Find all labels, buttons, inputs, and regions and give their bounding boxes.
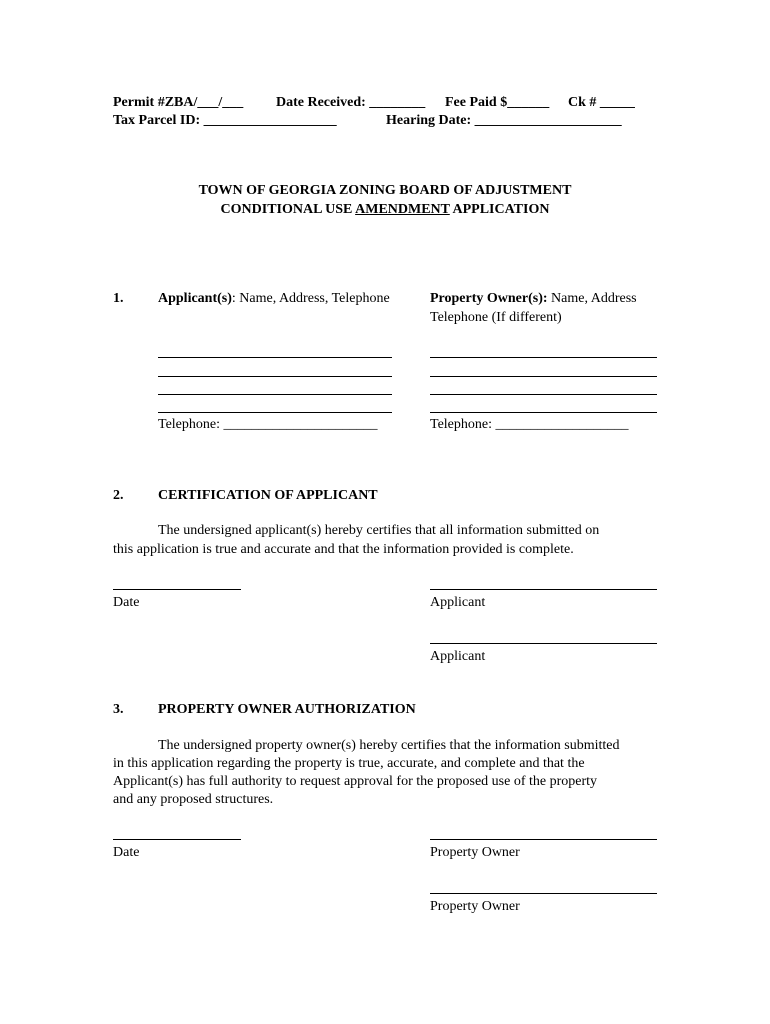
- title-prefix: CONDITIONAL USE: [220, 202, 356, 217]
- applicant-heading: [158, 292, 390, 306]
- owner-heading: [430, 292, 637, 306]
- hearing-date-field[interactable]: Hearing Date: _____________________: [386, 113, 622, 128]
- applicant-date-line[interactable]: [113, 589, 241, 590]
- permit-number-field[interactable]: Permit #ZBA/___/___: [113, 95, 244, 110]
- check-number-field[interactable]: Ck # _____: [568, 95, 635, 110]
- section-1-number: 1.: [113, 291, 124, 306]
- applicant-address-line-1[interactable]: [158, 357, 392, 358]
- owner-address-line-1[interactable]: [430, 357, 657, 358]
- applicant-heading-fields: : Name, Address, Telephone: [231, 291, 390, 306]
- owner-heading-line2: Telephone (If different): [430, 310, 562, 325]
- applicant-signature-label-2: Applicant: [430, 649, 486, 664]
- owner-date-label: Date: [113, 845, 140, 860]
- owner-date-line[interactable]: [113, 839, 241, 840]
- applicant-heading-label: Applicant(s): [158, 291, 232, 306]
- applicant-signature-line-1[interactable]: [430, 589, 657, 590]
- form-title-line2: [0, 203, 770, 217]
- section-2-number: 2.: [113, 488, 124, 503]
- owner-heading-fields: Name, Address: [547, 291, 637, 306]
- applicant-date-label: Date: [113, 595, 140, 610]
- section-3-body-line3: Applicant(s) has full authority to request approval for the proposed use of the property: [113, 774, 598, 789]
- title-amendment-underlined: AMENDMENT: [355, 202, 450, 217]
- date-received-field[interactable]: Date Received: ________: [276, 95, 426, 110]
- section-3-body-line4: and any proposed structures.: [113, 792, 274, 807]
- form-title-line1: TOWN OF GEORGIA ZONING BOARD OF ADJUSTMENT: [198, 183, 572, 198]
- applicant-telephone-field[interactable]: Telephone: ______________________: [158, 417, 378, 432]
- tax-parcel-id-field[interactable]: Tax Parcel ID: ___________________: [113, 113, 337, 128]
- section-2-body-line2: this application is true and accurate and that the information provided is complete.: [113, 542, 574, 557]
- title-suffix: APPLICATION: [449, 202, 550, 217]
- owner-heading-label: Property Owner(s):: [430, 291, 548, 306]
- applicant-address-line-3[interactable]: [158, 394, 392, 395]
- applicant-signature-line-2[interactable]: [430, 643, 657, 644]
- section-3-number: 3.: [113, 702, 124, 717]
- section-3-body-line2: in this application regarding the property is true, accurate, and complete and that the: [113, 756, 585, 771]
- applicant-address-line-2[interactable]: [158, 376, 392, 377]
- applicant-address-line-4[interactable]: [158, 412, 392, 413]
- owner-address-line-3[interactable]: [430, 394, 657, 395]
- owner-signature-label-2: Property Owner: [430, 899, 520, 914]
- section-3-heading: PROPERTY OWNER AUTHORIZATION: [158, 702, 416, 717]
- section-2-body-line1: The undersigned applicant(s) hereby certifies that all information submitted on: [158, 523, 600, 538]
- applicant-signature-label-1: Applicant: [430, 595, 486, 610]
- owner-signature-line-2[interactable]: [430, 893, 657, 894]
- section-2-heading: CERTIFICATION OF APPLICANT: [158, 488, 378, 503]
- section-3-body-line1: The undersigned property owner(s) hereby certifies that the information submitted: [158, 738, 620, 753]
- owner-address-line-2[interactable]: [430, 376, 657, 377]
- owner-address-line-4[interactable]: [430, 412, 657, 413]
- fee-paid-field[interactable]: Fee Paid $______: [445, 95, 550, 110]
- owner-signature-label-1: Property Owner: [430, 845, 520, 860]
- owner-telephone-field[interactable]: Telephone: ___________________: [430, 417, 629, 432]
- owner-signature-line-1[interactable]: [430, 839, 657, 840]
